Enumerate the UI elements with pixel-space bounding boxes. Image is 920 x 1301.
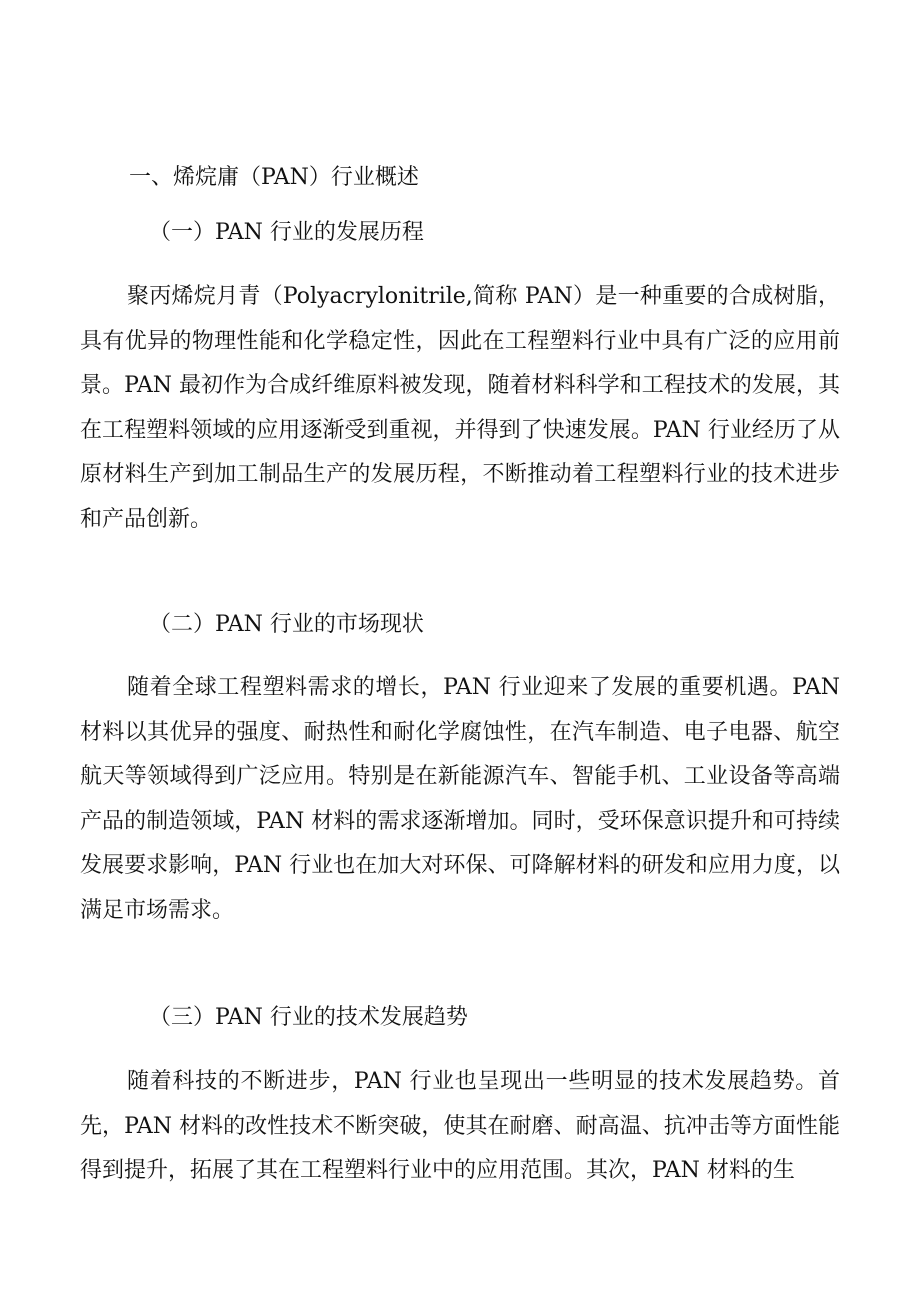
subsection-heading-development-history: （一）PAN 行业的发展历程 <box>149 220 424 245</box>
paragraph-development-history: 聚丙烯烷月青（Polyacrylonitrile,简称 PAN）是一种重要的合成树脂，具有优异的物理性能和化学稳定性，因此在工程塑料行业中具有广泛的应用前景。PAN 最初作为合成纤维原料被发现，随着材料科学和工程技术的发展，其在工程塑料领域的应用逐渐受到重视，并得到了快速发展。PAN 行业经历了从原材料生产到加工制品生产的发展历程，不断推动着工程塑料行业的技术进步和产品创新。 <box>80 284 840 532</box>
paragraph-technology-trends: 随着科技的不断进步，PAN 行业也呈现出一些明显的技术发展趋势。首先，PAN 材料的改性技术不断突破，使其在耐磨、耐高温、抗冲击等方面性能得到提升，拓展了其在工程塑料行业中的应用范围。其次，PAN 材料的生 <box>80 1069 840 1183</box>
subsection-heading-market-status: （二）PAN 行业的市场现状 <box>149 612 424 637</box>
paragraph-market-status: 随着全球工程塑料需求的增长，PAN 行业迎来了发展的重要机遇。PAN 材料以其优异的强度、耐热性和耐化学腐蚀性，在汽车制造、电子电器、航空航天等领域得到广泛应用。特别是在新能源汽车、智能手机、工业设备等高端产品的制造领域，PAN 材料的需求逐渐增加。同时，受环保意识提升和可持续发展要求影响，PAN 行业也在加大对环保、可降解材料的研发和应用力度，以满足市场需求。 <box>80 675 840 923</box>
section-heading: 一、烯烷庸（PAN）行业概述 <box>129 165 419 190</box>
subsection-heading-technology-trends: （三）PAN 行业的技术发展趋势 <box>149 1005 468 1030</box>
